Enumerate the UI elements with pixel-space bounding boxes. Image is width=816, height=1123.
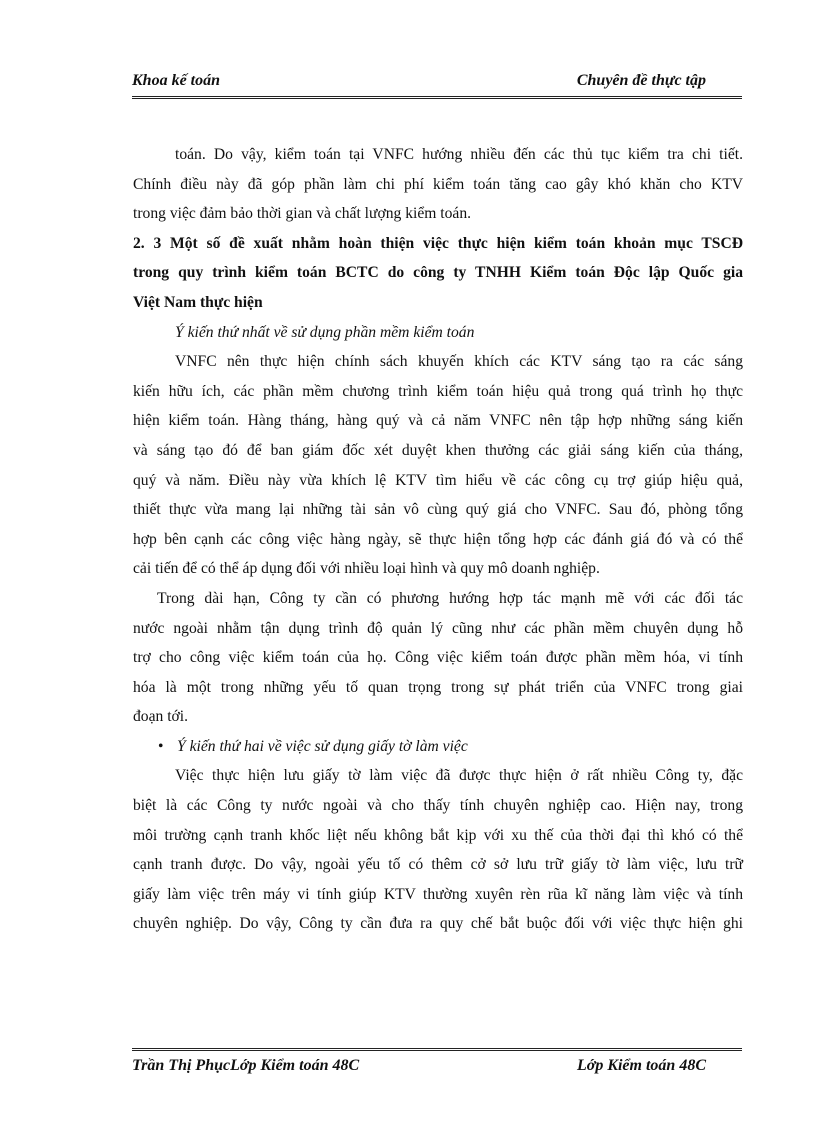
paragraph-line: thiết thực vừa mang lại những tài sản vô cùng quý giá cho VNFC. Sau đó, phòng tổng bbox=[133, 501, 743, 519]
paragraph-line: Việc thực hiện lưu giấy tờ làm việc đã được thực hiện ở rất nhiều Công ty, đặc bbox=[175, 767, 743, 785]
subheading-first-idea: Ý kiến thứ nhất về sử dụng phần mềm kiểm toán bbox=[175, 323, 475, 341]
paragraph-line: Trong dài hạn, Công ty cần có phương hướng hợp tác mạnh mẽ với các đối tác bbox=[157, 589, 743, 607]
bullet-icon: • bbox=[158, 737, 164, 755]
paragraph-line: hóa là một trong những yếu tố quan trọng trong sự phát triển của VNFC trong giai bbox=[133, 678, 743, 696]
paragraph-line: quý và năm. Điều này vừa khích lệ KTV tìm hiểu về các công cụ trợ giúp hiệu quả, bbox=[133, 471, 743, 489]
section-heading-line: trong quy trình kiểm toán BCTC do công ty TNHH Kiểm toán Độc lập Quốc gia bbox=[133, 264, 743, 282]
paragraph-line: kiến hữu ích, các phần mềm chương trình kiểm toán hiệu quả trong quá trình họ thực bbox=[133, 382, 743, 400]
header-report-title: Chuyên đề thực tập bbox=[576, 72, 706, 89]
subheading-second-idea bbox=[133, 732, 743, 762]
paragraph-line: chuyên nghiệp. Do vậy, Công ty cần đưa ra quy chế bắt buộc đối với việc thực hiện ghi bbox=[133, 915, 743, 933]
paragraph-line: hợp bên cạnh các công việc hàng ngày, sẽ thực hiện tổng hợp các đánh giá đó và có thể bbox=[133, 530, 743, 548]
section-heading-line: Việt Nam thực hiện bbox=[133, 293, 263, 311]
paragraph-line: môi trường cạnh tranh khốc liệt nếu không bắt kịp với xu thế của thời đại thì khó có thể bbox=[133, 826, 743, 844]
paragraph-line: cạnh tranh được. Do vậy, ngoài yếu tố có thêm cở sở lưu trữ giấy tờ làm việc, lưu trữ bbox=[133, 856, 743, 874]
paragraph-line: Chính điều này đã góp phần làm chi phí kiểm toán tăng cao gây khó khăn cho KTV bbox=[133, 175, 743, 193]
paragraph-line: và sáng tạo đó để ban giám đốc xét duyệt khen thưởng các giải sáng kiến của tháng, bbox=[133, 441, 743, 459]
paragraph-line: biệt là các Công ty nước ngoài và cho thấy tính chuyên nghiệp cao. Hiện nay, trong bbox=[133, 797, 743, 815]
paragraph-line: cải tiến để có thể áp dụng đối với nhiều loại hình và quy mô doanh nghiệp. bbox=[133, 560, 600, 578]
paragraph-line: toán. Do vậy, kiểm toán tại VNFC hướng nhiều đến các thủ tục kiểm tra chi tiết. bbox=[175, 146, 743, 163]
footer-class: Lớp Kiểm toán 48C bbox=[576, 1057, 706, 1074]
paragraph-line: trợ cho công việc kiểm toán của họ. Công việc kiểm toán được phần mềm hóa, vi tính bbox=[133, 649, 743, 667]
section-heading-line: 2. 3 Một số đề xuất nhằm hoàn thiện việc thực hiện kiểm toán khoản mục TSCĐ bbox=[133, 234, 743, 252]
paragraph-line: hiện kiểm toán. Hàng tháng, hàng quý và cả năm VNFC nên tập hợp những sáng kiến bbox=[133, 412, 743, 430]
paragraph-line: trong việc đảm bảo thời gian và chất lượng kiểm toán. bbox=[133, 205, 472, 223]
document-body bbox=[133, 140, 743, 939]
header-department: Khoa kế toán bbox=[132, 72, 221, 89]
paragraph-line: nước ngoài nhằm tận dụng trình độ quản lý cũng như các phần mềm chuyên dụng hỗ bbox=[133, 619, 743, 637]
paragraph-line: đoạn tới. bbox=[133, 708, 189, 726]
paragraph-line: VNFC nên thực hiện chính sách khuyến khích các KTV sáng tạo ra các sáng bbox=[175, 353, 743, 371]
page-footer bbox=[132, 1048, 742, 1083]
page-header bbox=[132, 72, 742, 99]
footer-author: Trần Thị PhụcLớp Kiểm toán 48C bbox=[132, 1057, 360, 1074]
paragraph-line: giấy làm việc trên máy vi tính giúp KTV thường xuyên rèn rũa kĩ năng làm việc và tính bbox=[133, 885, 743, 903]
subheading-text: Ý kiến thứ hai về việc sử dụng giấy tờ làm việc bbox=[177, 737, 468, 755]
